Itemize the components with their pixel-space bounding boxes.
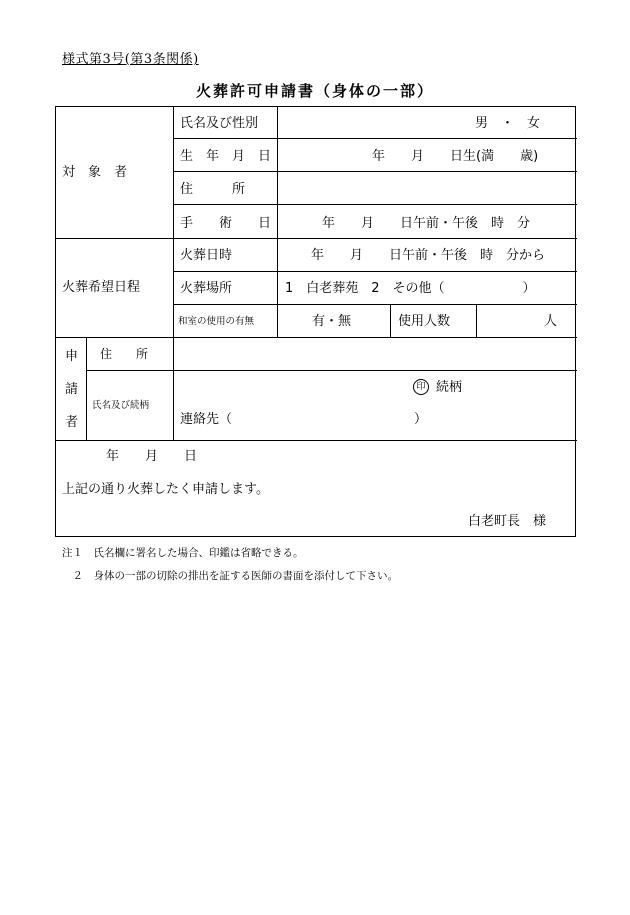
cremation-place-label: 火葬場所 [180, 281, 233, 296]
grid-line [173, 171, 577, 172]
grid-line [173, 337, 174, 440]
grid-line [56, 238, 577, 239]
grid-line [277, 107, 278, 337]
name-gender-label: 氏名及び性別 [180, 116, 259, 131]
cremation-place-options: 1 白老葬苑 2 その他（ ） [285, 281, 536, 296]
grid-line [476, 304, 477, 337]
note-2: ２ 身体の一部の切除の排出を証する医師の書面を添付して下さい。 [62, 570, 398, 582]
applicant-label-char: 請 [65, 382, 79, 397]
surgery-date-format: 年 月 日午前・午後 時 分 [322, 216, 531, 231]
subject-address-label: 住 所 [180, 182, 246, 197]
subject-section-label: 対 象 者 [62, 165, 128, 180]
contact-label: 連絡先（ ） [180, 412, 428, 427]
grid-line [86, 337, 87, 440]
form-number: 様式第3号(第3条関係) [62, 52, 199, 67]
japanese-room-label: 和室の使用の有無 [178, 316, 255, 327]
application-date: 年 月 日 [106, 449, 198, 464]
grid-line [86, 370, 577, 371]
applicant-label-char: 者 [65, 415, 79, 430]
seal-mark: 印 [413, 379, 429, 395]
grid-line [173, 204, 577, 205]
grid-line [56, 337, 577, 338]
application-form-table [55, 106, 576, 537]
page-title: 火葬許可申請書（身体の一部） [195, 82, 434, 100]
surgery-date-label: 手 術 日 [180, 216, 272, 231]
birth-date-format: 年 月 日生(満 歳) [372, 149, 539, 164]
cremation-section-label: 火葬希望日程 [62, 280, 141, 295]
applicant-address-label: 住 所 [100, 347, 149, 361]
grid-line [173, 271, 577, 272]
grid-line [173, 304, 577, 305]
number-of-users-unit: 人 [544, 314, 558, 329]
grid-line [390, 304, 391, 337]
grid-line [173, 138, 577, 139]
japanese-room-options: 有・無 [312, 314, 352, 329]
declaration-text: 上記の通り火葬したく申請します。 [62, 482, 269, 497]
birth-date-label: 生 年 月 日 [180, 149, 272, 164]
cremation-datetime-format: 年 月 日午前・午後 時 分から [311, 248, 546, 263]
note-1: 注１ 氏名欄に署名した場合、印鑑は省略できる。 [62, 547, 304, 559]
grid-line [173, 107, 174, 337]
gender-options: 男 ・ 女 [475, 116, 541, 131]
cremation-datetime-label: 火葬日時 [180, 248, 233, 263]
number-of-users-label: 使用人数 [398, 314, 451, 329]
applicant-label-char: 申 [65, 349, 79, 364]
addressee: 白老町長 様 [468, 514, 547, 529]
grid-line [56, 440, 577, 441]
relation-label: 続柄 [436, 380, 463, 395]
applicant-name-relation-label: 氏名及び続柄 [92, 400, 150, 411]
